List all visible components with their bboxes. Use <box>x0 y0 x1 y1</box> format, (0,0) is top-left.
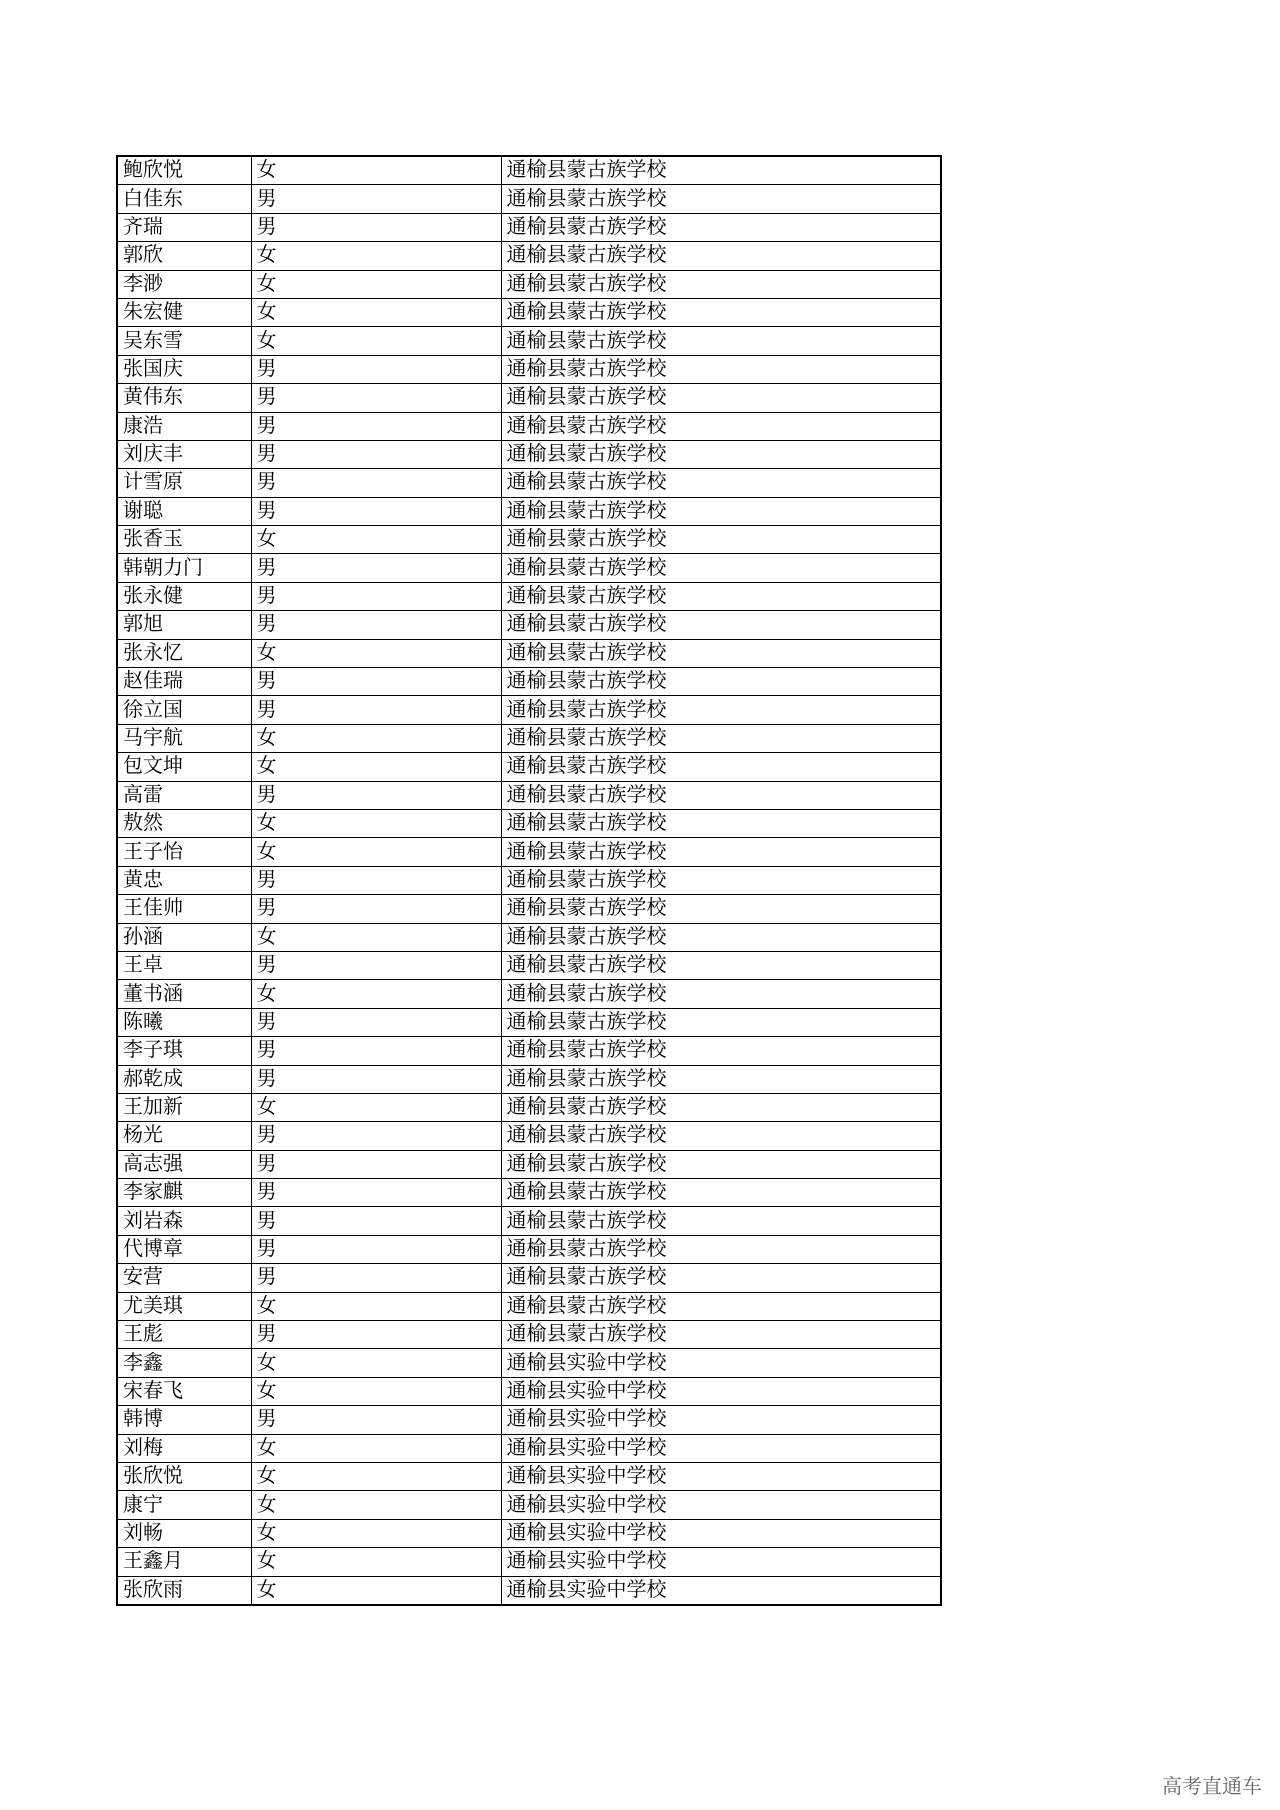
table-row <box>117 1491 941 1519</box>
gender-cell: 女 <box>251 1292 501 1320</box>
name-cell: 张欣悦 <box>117 1462 251 1490</box>
school-cell: 通榆县蒙古族学校 <box>501 1179 941 1207</box>
school-cell: 通榆县蒙古族学校 <box>501 1150 941 1178</box>
name-cell: 王加新 <box>117 1093 251 1121</box>
name-cell: 张香玉 <box>117 526 251 554</box>
table-row <box>117 497 941 525</box>
name-cell: 徐立国 <box>117 696 251 724</box>
school-cell: 通榆县蒙古族学校 <box>501 497 941 525</box>
table-row <box>117 980 941 1008</box>
gender-cell: 女 <box>251 1576 501 1605</box>
name-cell: 代博章 <box>117 1235 251 1263</box>
name-cell: 李渺 <box>117 270 251 298</box>
gender-cell: 女 <box>251 156 501 185</box>
table-row <box>117 242 941 270</box>
school-cell: 通榆县蒙古族学校 <box>501 895 941 923</box>
name-cell: 朱宏健 <box>117 298 251 326</box>
school-cell: 通榆县蒙古族学校 <box>501 809 941 837</box>
gender-cell: 男 <box>251 554 501 582</box>
gender-cell: 男 <box>251 440 501 468</box>
name-cell: 张永健 <box>117 582 251 610</box>
name-cell: 计雪原 <box>117 469 251 497</box>
table-row <box>117 951 941 979</box>
table-row <box>117 1207 941 1235</box>
table-row <box>117 1349 941 1377</box>
table-row <box>117 781 941 809</box>
table-row <box>117 611 941 639</box>
school-cell: 通榆县实验中学校 <box>501 1519 941 1547</box>
table-row <box>117 838 941 866</box>
school-cell: 通榆县蒙古族学校 <box>501 951 941 979</box>
gender-cell: 女 <box>251 980 501 1008</box>
gender-cell: 女 <box>251 298 501 326</box>
name-cell: 郝乾成 <box>117 1065 251 1093</box>
school-cell: 通榆县实验中学校 <box>501 1491 941 1519</box>
name-cell: 陈曦 <box>117 1008 251 1036</box>
gender-cell: 女 <box>251 753 501 781</box>
table-row <box>117 1321 941 1349</box>
school-cell: 通榆县蒙古族学校 <box>501 440 941 468</box>
table-row <box>117 753 941 781</box>
table-row <box>117 639 941 667</box>
table-row <box>117 1519 941 1547</box>
table-row <box>117 440 941 468</box>
gender-cell: 男 <box>251 951 501 979</box>
name-cell: 张欣雨 <box>117 1576 251 1605</box>
name-cell: 高雷 <box>117 781 251 809</box>
gender-cell: 男 <box>251 384 501 412</box>
school-cell: 通榆县蒙古族学校 <box>501 213 941 241</box>
name-cell: 高志强 <box>117 1150 251 1178</box>
table-row <box>117 1377 941 1405</box>
table-row <box>117 526 941 554</box>
gender-cell: 男 <box>251 1406 501 1434</box>
name-cell: 郭欣 <box>117 242 251 270</box>
gender-cell: 男 <box>251 213 501 241</box>
school-cell: 通榆县蒙古族学校 <box>501 1235 941 1263</box>
name-cell: 郭旭 <box>117 611 251 639</box>
table-row <box>117 1150 941 1178</box>
gender-cell: 男 <box>251 895 501 923</box>
name-cell: 敖然 <box>117 809 251 837</box>
school-cell: 通榆县蒙古族学校 <box>501 298 941 326</box>
name-cell: 张永忆 <box>117 639 251 667</box>
gender-cell: 女 <box>251 270 501 298</box>
gender-cell: 男 <box>251 1150 501 1178</box>
school-cell: 通榆县蒙古族学校 <box>501 1008 941 1036</box>
gender-cell: 男 <box>251 1008 501 1036</box>
school-cell: 通榆县蒙古族学校 <box>501 554 941 582</box>
table-row <box>117 923 941 951</box>
school-cell: 通榆县实验中学校 <box>501 1377 941 1405</box>
school-cell: 通榆县蒙古族学校 <box>501 923 941 951</box>
name-cell: 刘庆丰 <box>117 440 251 468</box>
school-cell: 通榆县蒙古族学校 <box>501 753 941 781</box>
table-row <box>117 156 941 185</box>
table-row <box>117 298 941 326</box>
table-row <box>117 809 941 837</box>
table-row <box>117 1037 941 1065</box>
table-row <box>117 554 941 582</box>
school-cell: 通榆县蒙古族学校 <box>501 980 941 1008</box>
name-cell: 杨光 <box>117 1122 251 1150</box>
table-row <box>117 1179 941 1207</box>
watermark-text: 高考直通车 <box>1162 1776 1262 1798</box>
table-row <box>117 384 941 412</box>
school-cell: 通榆县蒙古族学校 <box>501 526 941 554</box>
name-cell: 宋春飞 <box>117 1377 251 1405</box>
name-cell: 吴东雪 <box>117 327 251 355</box>
table-row <box>117 327 941 355</box>
gender-cell: 女 <box>251 327 501 355</box>
school-cell: 通榆县实验中学校 <box>501 1406 941 1434</box>
school-cell: 通榆县蒙古族学校 <box>501 1093 941 1121</box>
school-cell: 通榆县蒙古族学校 <box>501 1207 941 1235</box>
name-cell: 王子怡 <box>117 838 251 866</box>
name-cell: 王卓 <box>117 951 251 979</box>
gender-cell: 男 <box>251 1122 501 1150</box>
table-row <box>117 866 941 894</box>
school-cell: 通榆县蒙古族学校 <box>501 355 941 383</box>
table-row <box>117 1008 941 1036</box>
table-row <box>117 1065 941 1093</box>
gender-cell: 女 <box>251 1349 501 1377</box>
name-cell: 孙涵 <box>117 923 251 951</box>
gender-cell: 女 <box>251 923 501 951</box>
table-row <box>117 412 941 440</box>
school-cell: 通榆县蒙古族学校 <box>501 1122 941 1150</box>
school-cell: 通榆县实验中学校 <box>501 1576 941 1605</box>
name-cell: 安营 <box>117 1264 251 1292</box>
name-cell: 白佳东 <box>117 185 251 213</box>
name-cell: 尤美琪 <box>117 1292 251 1320</box>
name-cell: 刘岩森 <box>117 1207 251 1235</box>
gender-cell: 女 <box>251 724 501 752</box>
name-cell: 李子琪 <box>117 1037 251 1065</box>
school-cell: 通榆县蒙古族学校 <box>501 384 941 412</box>
name-cell: 马宇航 <box>117 724 251 752</box>
name-cell: 刘畅 <box>117 1519 251 1547</box>
gender-cell: 女 <box>251 526 501 554</box>
gender-cell: 女 <box>251 1462 501 1490</box>
gender-cell: 男 <box>251 1179 501 1207</box>
table-row <box>117 724 941 752</box>
school-cell: 通榆县蒙古族学校 <box>501 1321 941 1349</box>
gender-cell: 男 <box>251 412 501 440</box>
school-cell: 通榆县蒙古族学校 <box>501 1065 941 1093</box>
table-row <box>117 355 941 383</box>
table-row <box>117 1122 941 1150</box>
table-row <box>117 185 941 213</box>
table-row <box>117 1406 941 1434</box>
gender-cell: 男 <box>251 866 501 894</box>
name-cell: 张国庆 <box>117 355 251 383</box>
name-cell: 刘梅 <box>117 1434 251 1462</box>
gender-cell: 男 <box>251 1264 501 1292</box>
school-cell: 通榆县蒙古族学校 <box>501 469 941 497</box>
school-cell: 通榆县蒙古族学校 <box>501 412 941 440</box>
table-row <box>117 1292 941 1320</box>
table-row <box>117 469 941 497</box>
table-row <box>117 1462 941 1490</box>
school-cell: 通榆县实验中学校 <box>501 1349 941 1377</box>
name-cell: 鲍欣悦 <box>117 156 251 185</box>
gender-cell: 女 <box>251 1519 501 1547</box>
gender-cell: 女 <box>251 639 501 667</box>
table-row <box>117 1548 941 1576</box>
name-cell: 王鑫月 <box>117 1548 251 1576</box>
gender-cell: 男 <box>251 1207 501 1235</box>
school-cell: 通榆县蒙古族学校 <box>501 327 941 355</box>
gender-cell: 女 <box>251 1434 501 1462</box>
name-cell: 韩博 <box>117 1406 251 1434</box>
name-cell: 黄伟东 <box>117 384 251 412</box>
gender-cell: 男 <box>251 1037 501 1065</box>
school-cell: 通榆县蒙古族学校 <box>501 611 941 639</box>
school-cell: 通榆县蒙古族学校 <box>501 582 941 610</box>
school-cell: 通榆县蒙古族学校 <box>501 696 941 724</box>
school-cell: 通榆县蒙古族学校 <box>501 639 941 667</box>
school-cell: 通榆县蒙古族学校 <box>501 185 941 213</box>
name-cell: 王彪 <box>117 1321 251 1349</box>
name-cell: 康宁 <box>117 1491 251 1519</box>
gender-cell: 男 <box>251 781 501 809</box>
name-cell: 韩朝力门 <box>117 554 251 582</box>
gender-cell: 男 <box>251 611 501 639</box>
table-row <box>117 270 941 298</box>
school-cell: 通榆县蒙古族学校 <box>501 866 941 894</box>
gender-cell: 男 <box>251 185 501 213</box>
school-cell: 通榆县蒙古族学校 <box>501 1292 941 1320</box>
gender-cell: 男 <box>251 696 501 724</box>
school-cell: 通榆县蒙古族学校 <box>501 668 941 696</box>
gender-cell: 男 <box>251 1065 501 1093</box>
school-cell: 通榆县蒙古族学校 <box>501 1264 941 1292</box>
gender-cell: 女 <box>251 242 501 270</box>
name-cell: 王佳帅 <box>117 895 251 923</box>
table-row <box>117 895 941 923</box>
table-row <box>117 1235 941 1263</box>
gender-cell: 男 <box>251 469 501 497</box>
gender-cell: 女 <box>251 838 501 866</box>
school-cell: 通榆县蒙古族学校 <box>501 1037 941 1065</box>
school-cell: 通榆县蒙古族学校 <box>501 270 941 298</box>
gender-cell: 女 <box>251 1093 501 1121</box>
gender-cell: 女 <box>251 1491 501 1519</box>
gender-cell: 男 <box>251 497 501 525</box>
table-row <box>117 582 941 610</box>
name-cell: 包文坤 <box>117 753 251 781</box>
name-cell: 康浩 <box>117 412 251 440</box>
table-row <box>117 696 941 724</box>
table-row <box>117 1264 941 1292</box>
gender-cell: 男 <box>251 582 501 610</box>
school-cell: 通榆县实验中学校 <box>501 1434 941 1462</box>
gender-cell: 女 <box>251 809 501 837</box>
name-cell: 谢聪 <box>117 497 251 525</box>
table-row <box>117 1576 941 1605</box>
name-cell: 齐瑞 <box>117 213 251 241</box>
school-cell: 通榆县实验中学校 <box>501 1462 941 1490</box>
school-cell: 通榆县实验中学校 <box>501 1548 941 1576</box>
gender-cell: 男 <box>251 1235 501 1263</box>
name-cell: 董书涵 <box>117 980 251 1008</box>
school-cell: 通榆县蒙古族学校 <box>501 156 941 185</box>
name-cell: 李家麒 <box>117 1179 251 1207</box>
name-cell: 赵佳瑞 <box>117 668 251 696</box>
gender-cell: 男 <box>251 1321 501 1349</box>
name-cell: 黄忠 <box>117 866 251 894</box>
gender-cell: 男 <box>251 668 501 696</box>
roster-body <box>117 156 941 1605</box>
table-row <box>117 213 941 241</box>
name-cell: 李鑫 <box>117 1349 251 1377</box>
gender-cell: 男 <box>251 355 501 383</box>
school-cell: 通榆县蒙古族学校 <box>501 838 941 866</box>
school-cell: 通榆县蒙古族学校 <box>501 724 941 752</box>
gender-cell: 女 <box>251 1377 501 1405</box>
school-cell: 通榆县蒙古族学校 <box>501 242 941 270</box>
gender-cell: 女 <box>251 1548 501 1576</box>
table-row <box>117 668 941 696</box>
roster-table <box>116 155 942 1606</box>
table-row <box>117 1434 941 1462</box>
table-row <box>117 1093 941 1121</box>
school-cell: 通榆县蒙古族学校 <box>501 781 941 809</box>
